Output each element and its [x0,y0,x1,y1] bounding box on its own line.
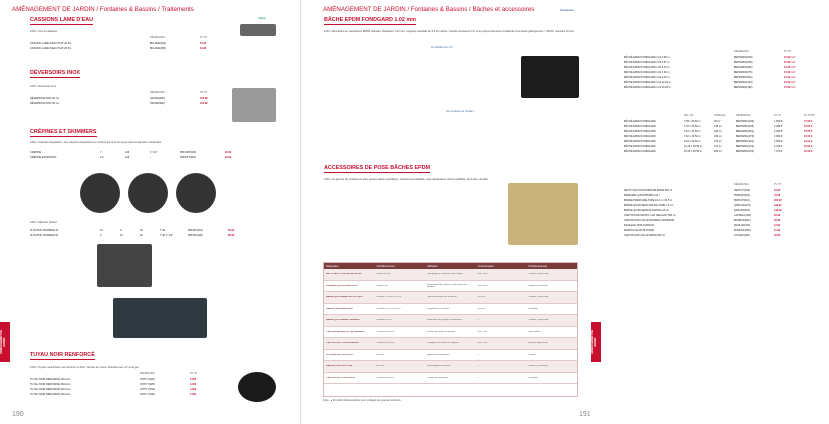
table-cell: 93 m² [714,120,721,123]
compat-header-cell: Conditionnement [376,264,395,268]
compat-cell: Finition des bords de bandes [427,330,456,333]
compat-cell: Nettoyage de la bâche avant collage [427,273,463,276]
compat-cell: Primaire QuickPrime [528,319,549,322]
table-cell: 24.9€ [774,189,781,192]
table-cell: 4 605 € [774,140,783,143]
compat-cell: Rouleau 10 cm x 30.5 m [376,307,401,310]
table-cell: BEPDMRL(076) [736,135,754,138]
table-cell: INOX60(060) [150,97,165,100]
table-cell: 12€ [125,156,130,159]
compat-header-cell: Désignation [326,264,339,268]
table-cell: PRFEXT(050) [180,156,196,159]
section-title-accessoires: ACCESSOIRES DE POSE BÂCHES EPDM [324,165,431,171]
table-cell: NETTOYANT POUR BÂCHE EPDM 500 ml [624,189,673,192]
table-cell: 89.9€ [228,234,235,237]
compat-row [324,304,577,316]
compat-cell: Nettoyant [528,376,538,379]
table-cell: 3 [120,229,122,232]
column-label: PV HT [200,91,208,94]
table-cell: 225.9€ [200,102,208,105]
table-cell: CARTOUCHE COLLE EPDM 290 ml [624,234,665,237]
section-desc-skimmer: 1201 • Skimmer flottant [30,221,57,224]
table-cell: 44.9€ [774,194,781,197]
accessoires-image [508,183,578,245]
table-cell: 7 [100,151,102,154]
footnote: Nota : ● Produits indispensables pour collages de grandes surfaces [323,399,401,402]
compat-cell: Préparation des surfaces avant pose des bandes [427,283,467,288]
table-cell: TUYAU NOIR RENFORCÉ 40mm/m [30,393,71,396]
crepine-image-3 [176,173,216,213]
table-cell: INTTUY(040) [140,393,155,396]
column-label: PV HT/M² [804,114,815,117]
table-cell: MAROUF(050) [734,229,751,232]
table-cell: BÂCHE EPDM FONDGARD 1.02 9.15 m [624,76,670,79]
section-desc-bache: 1201 • Membrane en caoutchouc EPDM résistant. Épaisseur 1.02 mm. Largeurs standard de 3 à 15 mètres. Grande résistance (UV et au poinçonnement) et élasticité importante (allongement > 300%). Garantie 20 ans. [324,30,575,33]
table-cell: BANDE PRESSURE-TAPE 10 cm x 30.5 m [624,199,673,202]
table-row [30,46,230,51]
compat-cell: Cartouche 300 ml [376,330,394,333]
compat-cell: Rouleau applicateur [528,342,548,345]
table-row [624,233,802,238]
table-cell: 11.9€ [774,229,781,232]
side-tab-right: AMÉNAGEMENT DE JARDIN [591,322,601,362]
table-cell: 29.9€ [225,156,232,159]
table-cell: BÂCHE EPDM FONDGARD [624,135,656,138]
compat-row [324,338,577,350]
left-page-header: AMÉNAGEMENT DE JARDIN / Fontaines & Bassins / Traitements [12,6,194,13]
compat-cell: MAROUFLEUR SILICONE [326,365,353,368]
table-cell: BEPDMRL(045) [736,125,754,128]
table-cell: 139 m² [714,125,722,128]
table-cell: 20 [140,229,143,232]
table-cell: PRIMAIRE QUICKPRIME 0.94 l [624,194,660,197]
deversoir-image [232,88,276,122]
compat-cell: Collage de réparation [427,376,449,379]
section-title-cassions: CASSIONS LAME D'EAU [30,17,93,23]
compat-cell: BANDE QUICKSEAM SPLICE-TAPE [326,296,363,299]
table-cell: CARTOUCHE COLLE BONDING ADHESIVE [624,219,675,222]
side-tab-left: AMÉNAGEMENT DE JARDIN [0,322,10,362]
section-desc-tuyau: 1201 • Tuyaux caoutchouc noir renforcé en fibre. Vendus au mètre. Résistant aux UV et au gel. [30,366,140,369]
table-cell: 12.9€ [774,224,781,227]
table-cell: 15.9€ / m² [784,71,796,74]
compat-cell: Lap Sealant [528,330,541,333]
roll-label: Au rouleau (à l'unité) [446,109,474,113]
column-label: RÉFÉRENCE [734,183,749,186]
compat-cell: CARTOUCHE MASTIC LAP SEALANT [326,330,365,333]
table-cell: BEPDMRO(091) [734,76,753,79]
compat-cell: Flacon 500 ml [376,273,391,276]
compat-header-cell: Consommation [477,264,494,268]
compat-cell: Cartouche 290 ml [376,376,394,379]
table-cell: 23.9€ [225,151,232,154]
table-cell: 22.9€ [774,234,781,237]
table-cell: PRFSKI(020) [188,234,203,237]
compat-cell: Réparation et raccords [427,307,450,310]
table-cell: BEPDMRO(061) [734,66,753,69]
table-cell: 1" 1/4" [150,151,158,154]
column-label: SURFACE [714,114,726,117]
compat-row [324,350,577,362]
table-cell: 232 m² [714,135,722,138]
compat-cell: Rouleau 7.6 cm x 30.5 m [376,296,401,299]
table-cell: BFLAME(035) [150,47,166,50]
table-cell: 12€ [125,151,130,154]
section-desc-cassions: 1201 • Inox et plastique [30,30,58,33]
table-cell: BEPDMRO(152) [734,86,753,89]
table-cell: 15.9€ / m² [784,56,796,59]
table-cell: 15.9€ / m² [784,86,796,89]
table-cell: BEPDMRL(030) [736,120,754,123]
table-cell: 149.0€ [774,209,782,212]
table-cell: BÂCHE EPDM FONDGARD 1.02 3.05 m [624,56,670,59]
section-title-deversoirs: DÉVERSOIRS INOX [30,70,81,76]
table-row [30,101,230,106]
table-column-header [30,372,220,375]
compat-header-cell: Utilisation [427,264,438,268]
table-cell: 7.62 x 30.50 m [684,135,701,138]
table-cell: BÂCHE EPDM FONDGARD 1.02 12.20 m [624,81,671,84]
table-cell: 16.50 € [804,130,813,133]
table-cell: 4.5 [100,156,104,159]
cassion-image [240,24,276,36]
section-desc-crepines: 1201 • Crépines d'aspiration. Les crépines d'aspiration se montent par la fin du tuyau selon le diamètre nécessaire. [30,141,162,144]
column-label: RÉFÉRENCE [140,372,155,375]
table-cell: INOX90(090) [150,102,165,105]
table-cell: BEPDMRL(091) [736,140,754,143]
table-cell: 19.8€ [200,47,207,50]
table-cell: ROULEAU APPLICATEUR [624,224,654,227]
compat-row [324,315,577,327]
table-cell: 2 [100,234,102,237]
compat-cell: Cartouche 290 ml [376,342,394,345]
table-cell: 2 298 € [774,125,783,128]
compat-cell: — [477,319,480,322]
column-label: PV HT [774,114,782,117]
table-column-header [30,36,230,39]
section-title-tuyau: TUYAU NOIR RENFORCÉ [30,352,95,358]
skimmer-pond-image [113,298,207,338]
section-title-crepines: CRÉPINES ET SKIMMERS [30,129,97,135]
table-cell: 15.9€ / m² [784,76,796,79]
table-cell: 186 m² [714,130,722,133]
table-cell: 12.20 x 30.50 m [684,145,702,148]
table-cell: INTTUY(020) [140,378,155,381]
table-cell: 7"40 1" 1/2" [160,234,174,237]
compat-cell: Primaire QuickPrime [528,273,549,276]
table-cell: 16.53 € [804,125,813,128]
column-label: PV HT [190,372,198,375]
table-cell: BFLAME(030) [150,42,166,45]
table-cell: BÂCHE EPDM FONDGARD 1.02 15.25 m [624,86,671,89]
right-page-header: AMÉNAGEMENT DE JARDIN / Fontaines & Bassins / Bâches et accessoires [323,6,535,13]
table-cell: 3 836 € [774,135,783,138]
compat-cell: ROULEAU APPLICATEUR [326,353,353,356]
table-cell: TUYAU NOIR RENFORCÉ 20mm/m [30,378,71,381]
table-cell: 372 m² [714,145,722,148]
table-column-header [624,50,824,53]
table-cell: INTTUY(032) [140,388,155,391]
table-cell: 16.50 € [804,145,813,148]
table-cell: BEPDMRO(045) [734,61,753,64]
table-cell: 16.51 € [804,140,813,143]
table-cell: 65.9€ [228,229,235,232]
table-cell: 3.60€ [190,378,197,381]
page-number-right: 191 [579,411,591,418]
compat-cell: Bandes QuickSeam [528,284,548,287]
table-cell: 16.50 € [804,150,813,153]
table-cell: BEPDMRO(076) [734,71,753,74]
table-row [30,155,255,160]
compat-cell: PRIMAIRE QUICKPRIME PLUS [326,284,358,287]
table-cell: 12 [100,229,103,232]
compat-cell: 30.5 ml [477,307,485,310]
skimmer-image [97,244,152,287]
compat-cell: — [477,353,480,356]
compat-row [324,361,577,373]
table-cell: ROULAP(010) [734,224,751,227]
table-cell: BÂCHE EPDM FONDGARD 1.02 7.62 m [624,71,670,74]
table-cell: DÉVERSOIR INOX 90 cm [30,102,60,105]
column-label: RÉFÉRENCE [736,114,751,117]
table-cell: 7"40 [160,229,166,232]
table-cell: PRSTAP(010) [734,199,750,202]
detail-label: Au détail (au m²) [431,45,454,49]
table-cell: BÂCHE EPDM FONDGARD [624,140,656,143]
compat-cell: Env. 10 m² [477,284,489,287]
table-cell: BÂCHE EPDM FONDGARD [624,150,656,153]
compat-row [324,373,577,385]
table-cell: BEPDMRL(122) [736,145,754,148]
compat-cell: BANDE QUICKSEAM FLASHING [326,319,360,322]
table-cell: 15.9€ / m² [784,66,796,69]
compat-cell: Primaire QuickPrime [528,296,549,299]
table-cell: 3 069 € [774,130,783,133]
table-cell: MAROUFLEUR SILICONE [624,229,654,232]
compat-cell: Étanchéité des angles et traversées [427,319,462,322]
page-number-left: 190 [12,411,24,418]
table-cell: 40 [140,234,143,237]
table-row [624,85,824,90]
table-row [624,149,829,154]
table-cell: DÉVERSOIR INOX 60 cm [30,97,60,100]
compat-row [324,281,577,293]
section-desc-deversoirs: 1201 • Déversoirs inox [30,85,56,88]
compat-row [324,327,577,339]
table-cell: 6.10 x 30.50 m [684,130,701,133]
compat-cell: Bidon 0.94 l [376,284,389,287]
bache-image [521,56,579,98]
table-cell: BÂCHE EPDM FONDGARD [624,130,656,133]
column-label: PV HT [200,36,208,39]
table-cell: 189.0€ [774,204,782,207]
table-cell: NETTOY(500) [734,189,750,192]
table-cell: QSFLSH(023) [734,209,750,212]
table-cell: TUYAU NOIR RENFORCÉ 25mm/m [30,383,71,386]
table-cell: CRÉPINE [30,151,42,154]
compat-cell: Nettoyant [528,307,538,310]
column-label: PV HT [774,183,782,186]
table-cell: PRFSKI(010) [188,229,203,232]
table-cell: BANDE QUICKSEAM SPLICE-TAPE 7.6 cm [624,204,674,207]
compat-cell: — [477,365,480,368]
table-cell: BEPDMRO(122) [734,81,753,84]
table-cell: CARTOUCHE MASTIC LAP SEALANT 300 ml [624,214,676,217]
table-cell: FLOATING SKIMMER 20 [30,234,59,237]
compat-cell: Application du primaire [427,353,450,356]
compat-cell: Collage de la bâche sur supports [427,342,460,345]
table-cell: 7 673 € [774,150,783,153]
column-label: PV HT [784,50,792,53]
table-cell: 49.9€ [774,219,781,222]
table-cell: 279 m² [714,140,722,143]
table-cell: 465 m² [714,150,722,153]
compatibility-table [323,262,578,397]
compat-row [324,269,577,281]
table-cell: 4.57 x 30.50 m [684,125,701,128]
compat-cell: Jonction de deux lés de bâche [427,296,457,299]
table-cell: QSPLICE(076) [734,204,751,207]
compat-cell: Env. 7 ml [477,330,487,333]
firestone-logo: Firestone [560,8,574,12]
table-column-header [30,91,230,94]
table-cell: BÂCHE EPDM FONDGARD 1.02 4.57 m [624,61,670,64]
table-cell: BEPDMRL(061) [736,130,754,133]
crepine-image-1 [80,173,120,213]
compat-cell: CARTOUCHE COLLE BONDING [326,342,359,345]
table-cell: CASSION LAME D'EAU PLAT 25.5m [30,47,72,50]
table-row [30,392,220,397]
table-column-header [624,114,829,117]
compat-cell: À l'unité [376,353,385,356]
table-cell: 15.9€ [200,42,207,45]
table-cell: 16.53 € [804,135,813,138]
table-cell: PRIMQP(094) [734,194,750,197]
compat-cell: Marouflage des bandes [427,365,451,368]
table-cell: BÂCHE EPDM FONDGARD [624,120,656,123]
table-cell: CRÉPINE EXTENSION [30,156,57,159]
compat-cell: NETTOYANT POUR BÂCHE EPDM [326,273,362,276]
table-cell: FLOATING SKIMMER 10 [30,229,59,232]
left-page [0,0,300,424]
compat-cell: — [477,376,480,379]
table-cell: BÂCHE EPDM FONDGARD 1.02 6.10 m [624,66,670,69]
column-label: RÉFÉRENCE [150,36,165,39]
compat-cell: Env. 10 m² [477,273,489,276]
table-cell: PRFCRP(030) [180,151,197,154]
table-cell: BANDE QUICKSEAM FLASHING 23 cm [624,209,670,212]
table-cell: - [150,156,151,159]
table-cell: TUYAU NOIR RENFORCÉ 32mm/m [30,388,71,391]
compat-cell: Rouleau 23 cm [376,319,392,322]
table-cell: 15.9€ / m² [784,61,796,64]
table-cell: 3.05 x 30.50 m [684,120,701,123]
table-cell: 17.09 € [804,120,813,123]
table-column-header [624,183,802,186]
compat-header-cell: Produits associés [528,264,548,268]
table-cell: BEPDMRL(152) [736,150,754,153]
table-cell: 15.9€ / m² [784,81,796,84]
column-label: DIM. (M) [684,114,694,117]
table-cell: 1 590 € [774,120,783,123]
table-cell: INTTUY(025) [140,383,155,386]
table-cell: 9.15 x 30.50 m [684,140,701,143]
table-cell: COLLEP(290) [734,234,750,237]
compat-cell: Primaire [528,353,537,356]
table-cell: 3.95€ [190,383,197,386]
table-cell: BÂCHE EPDM FONDGARD [624,125,656,128]
table-cell: 4.90€ [190,388,197,391]
oase-logo: Oase [258,16,266,20]
crepine-image-2 [128,173,168,213]
table-cell: 6 138 € [774,145,783,148]
tuyau-image [238,372,276,402]
column-label: RÉFÉRENCE [150,91,165,94]
table-row [30,233,253,238]
compat-row [324,292,577,304]
table-cell: CASSION LAME D'EAU PLAT 20.5m [30,42,72,45]
table-cell: 10 [120,234,123,237]
compat-cell: 30.5 ml [477,296,485,299]
compat-cell: Bandes QuickSeam [528,365,548,368]
table-cell: 169.8€ [200,97,208,100]
table-cell: BONDAD(001) [734,219,751,222]
section-title-bache: BÂCHE EPDM FONDGARD 1.02 mm [324,17,416,23]
table-cell: 7.20€ [190,393,197,396]
compat-cell: Env. 1 m² [477,342,487,345]
table-cell: BÂCHE EPDM FONDGARD [624,145,656,148]
table-cell: 18.9€ [774,214,781,217]
column-label: RÉFÉRENCE [734,50,749,53]
table-cell: 295.0€ [774,199,782,202]
compat-cell: À l'unité [376,365,385,368]
table-cell: 15.25 x 30.50 m [684,150,702,153]
section-desc-accessoires: 1201 • La gamme de produits est sans aucune liaison spécifique ; entièrement utilisable, avec déclarations d'incompatibilité, de limites, durable. [324,178,489,181]
compat-cell: CARTOUCHE COLLE EPDM [326,376,355,379]
compat-cell: BANDE PRESSURE-TAPE [326,307,353,310]
table-cell: LAPSEAL(300) [734,214,751,217]
table-cell: BEPDMRO(030) [734,56,753,59]
